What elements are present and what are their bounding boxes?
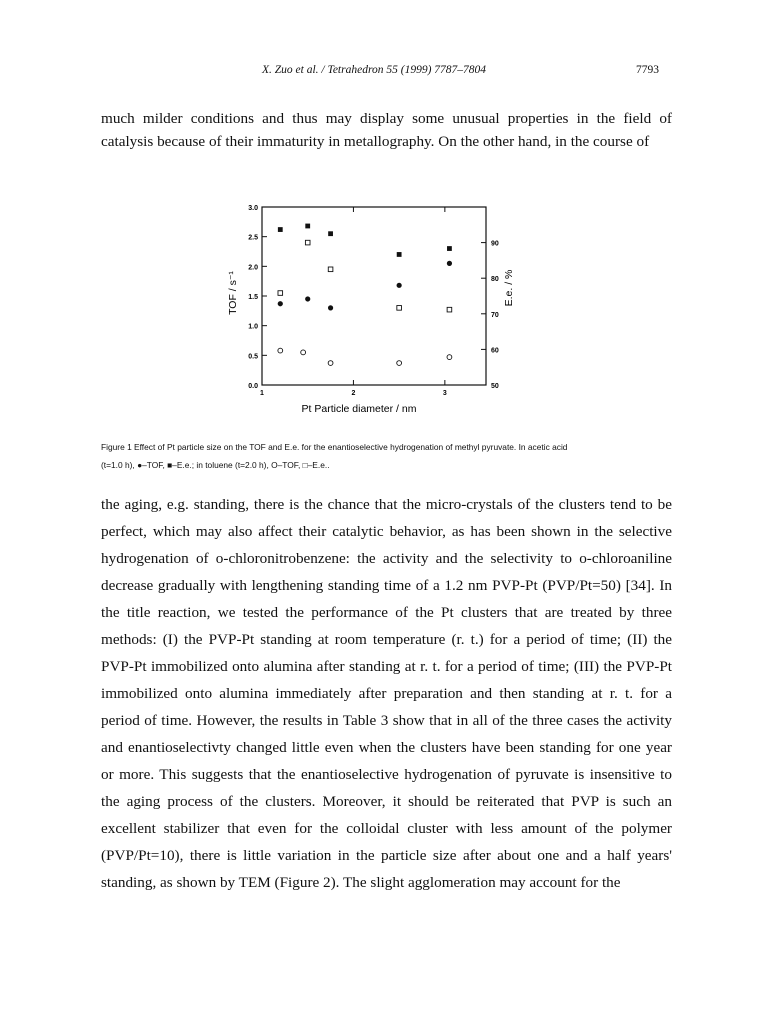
data-point-tof-acetic [278,301,283,306]
text-line: standing, as shown by TEM (Figure 2). The slight agglomeration may account for the [101,874,621,891]
text-line: excellent stabilizer that even for the colloidal cluster with less amount of the polymer [101,820,672,837]
y-tick-label-left: 1.0 [248,323,258,331]
data-point-ee-acetic [278,227,283,232]
figure-1 [214,196,544,428]
data-point-ee-toluene [447,307,452,312]
text-line: the aging process of the clusters. Moreover, it should be reiterated that PVP is such an [101,793,672,810]
y-tick-label-left: 2.0 [248,264,258,272]
text-line: PVP-Pt immobilized onto alumina after standing at r. t. for a period of time; (III) the PVP-Pt [101,658,672,675]
data-point-ee-acetic [328,231,333,236]
text-line: immobilized onto alumina immediately after preparation and then standing at r. t. for a [101,685,672,702]
caption-line: Figure 1 Effect of Pt particle size on the TOF and E.e. for the enantioselective hydrogenation of methyl pyruvate. In acetic acid [101,442,568,452]
text-line: the aging, e.g. standing, there is the chance that the micro-crystals of the clusters tend to be [101,496,672,513]
y-tick-label-left: 3.0 [248,205,258,212]
chart-axes [248,205,499,397]
scatter-chart [214,196,544,428]
y-axis-label-right: E.e. / % [503,269,515,307]
data-point-tof-toluene [301,350,306,355]
figure-caption [101,438,676,474]
page-number: 7793 [636,64,659,76]
data-point-tof-acetic [328,305,333,310]
plot-frame [262,207,486,385]
text-line: much milder conditions and thus may display some unusual properties in the field of [101,110,672,127]
x-tick-label: 2 [351,390,356,397]
y-tick-label-left: 2.5 [248,234,258,242]
data-point-tof-acetic [397,283,402,288]
data-point-ee-toluene [278,291,283,296]
y-tick-label-right: 60 [491,347,499,355]
y-tick-label-right: 80 [491,276,499,284]
y-tick-label-left: 0.5 [248,353,258,361]
data-point-tof-toluene [447,355,452,360]
data-point-ee-acetic [447,246,452,251]
text-line: (PVP/Pt=10), there is little variation in the particle size after about one and a half years' [101,847,672,864]
text-line: the title reaction, we tested the performance of the Pt clusters that are treated by three [101,604,672,621]
text-line: decrease gradually with lengthening standing time of a 1.2 nm PVP-Pt (PVP/Pt=50) [34]. In [101,577,672,594]
paragraph-top [101,107,672,153]
data-point-ee-toluene [305,240,310,245]
data-point-tof-acetic [305,296,310,301]
text-line: catalysis because of their immaturity in metallography. On the other hand, in the course of [101,133,650,150]
y-tick-label-right: 50 [491,383,499,390]
data-point-tof-toluene [328,361,333,366]
x-tick-label: 1 [260,390,264,397]
caption-line: (t=1.0 h), ●–TOF, ■–E.e.; in toluene (t=2.0 h), O–TOF, □–E.e.. [101,460,330,470]
y-tick-label-left: 0.0 [248,383,258,390]
data-point-ee-acetic [305,224,310,229]
x-axis-label: Pt Particle diameter / nm [301,403,417,415]
text-line: perfect, which may also affect their catalytic behavior, as has been shown in the selective [101,523,672,540]
x-tick-label: 3 [442,390,447,397]
text-line: hydrogenation of o-chloronitrobenzene: the activity and the selectivity to o-chloroaniline [101,550,672,567]
data-point-tof-toluene [278,348,283,353]
paragraph-main [101,491,672,896]
text-line: and enantioselectivty changed little even when the clusters have been standing for one year [101,739,672,756]
page-header [0,64,768,84]
text-line: or more. This suggests that the enantioselective hydrogenation of pyruvate is insensitive to [101,766,672,783]
text-line: methods: (I) the PVP-Pt standing at room temperature (r. t.) for a period of time; (II) the [101,631,672,648]
data-point-ee-toluene [397,306,402,311]
data-point-tof-acetic [447,261,452,266]
y-tick-label-left: 1.5 [248,294,258,301]
data-point-ee-acetic [397,252,402,257]
y-tick-label-right: 90 [491,240,499,248]
y-tick-label-right: 70 [491,311,499,319]
text-line: period of time. However, the results in Table 3 show that in all of the three cases the activity [101,712,672,729]
chart-marks [278,224,452,366]
data-point-ee-toluene [328,267,333,272]
data-point-tof-toluene [397,361,402,366]
y-axis-label-left: TOF / s⁻¹ [227,271,239,315]
running-head: X. Zuo et al. / Tetrahedron 55 (1999) 7787–7804 [262,64,487,76]
